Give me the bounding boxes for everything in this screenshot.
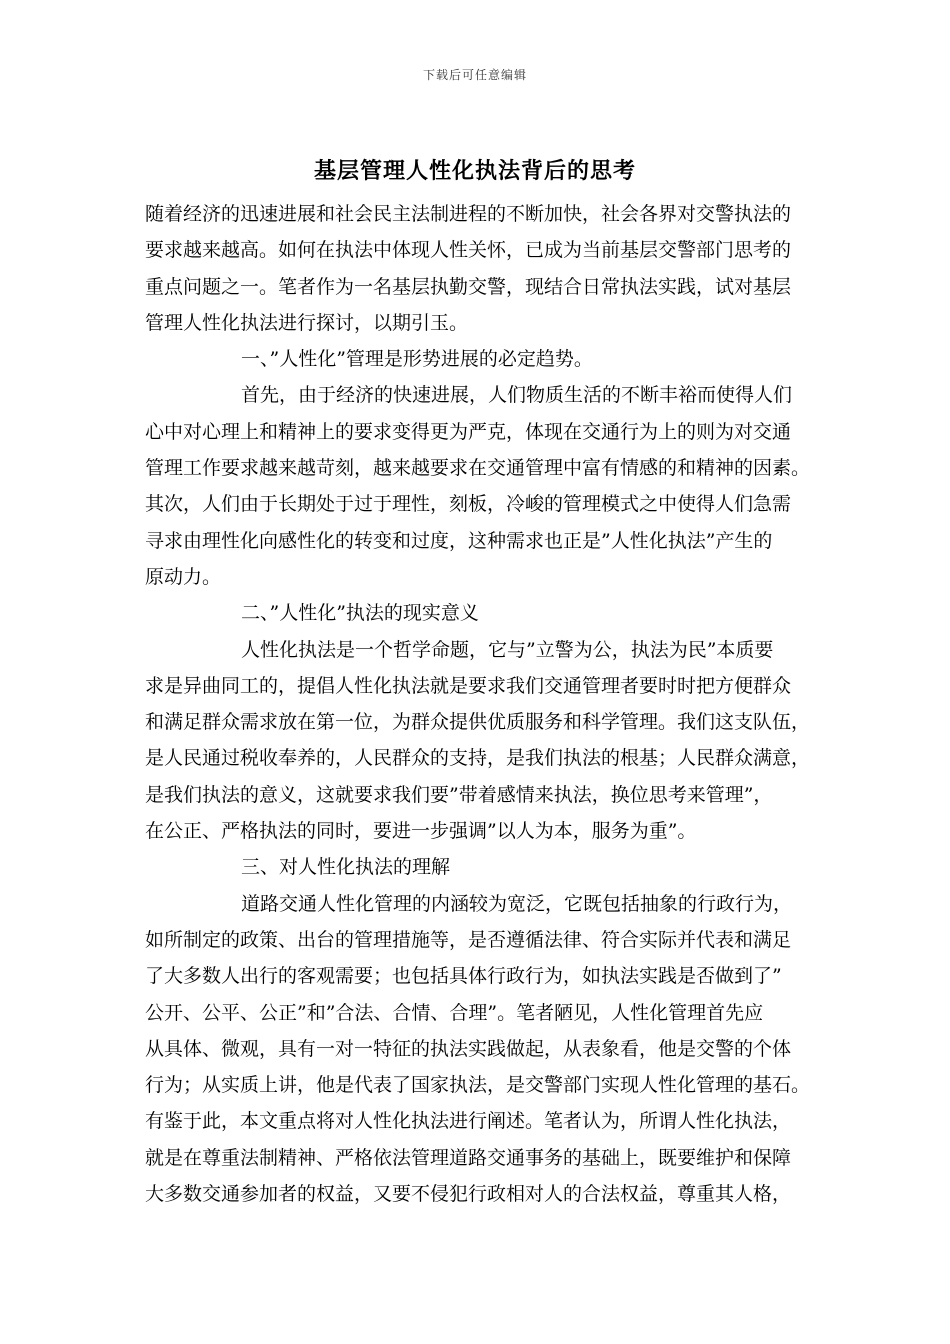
text-line: 一、”人性化”管理是形势进展的必定趋势。 <box>241 348 593 371</box>
text-line: 要求越来越高。如何在执法中体现人性关怀，已成为当前基层交警部门思考的 <box>145 239 792 262</box>
text-line: 是我们执法的意义，这就要求我们要”带着感情来执法，换位思考来管理”， <box>145 783 773 806</box>
text-line: 二、”人性化”执法的现实意义 <box>241 602 479 625</box>
text-line: 重点问题之一。笔者作为一名基层执勤交警，现结合日常执法实践，试对基层 <box>145 275 792 298</box>
text-line: 是人民通过税收奉养的，人民群众的支持，是我们执法的根基；人民群众满意， <box>145 747 811 770</box>
text-line: 了大多数人出行的客观需要；也包括具体行政行为，如执法实践是否做到了” <box>145 965 782 988</box>
text-line: 从具体、微观，具有一对一特征的执法实践做起，从表象看，他是交警的个体 <box>145 1037 792 1060</box>
text-line: 在公正、严格执法的同时，要进一步强调”以人为本，服务为重”。 <box>145 820 697 843</box>
text-line: 随着经济的迅速进展和社会民主法制进程的不断加快，社会各界对交警执法的 <box>145 203 792 225</box>
text-line: 心中对心理上和精神上的要求变得更为严克，体现在交通行为上的则为对交通 <box>145 420 792 443</box>
text-line: 原动力。 <box>145 565 222 588</box>
text-line: 求是异曲同工的，提倡人性化执法就是要求我们交通管理者要时时把方便群众 <box>145 674 792 697</box>
text-line: 寻求由理性化向感性化的转变和过度，这种需求也正是”人性化执法”产生的 <box>145 529 773 552</box>
text-line: 行为；从实质上讲，他是代表了国家执法，是交警部门实现人性化管理的基石。 <box>145 1074 811 1097</box>
text-line: 大多数交通参加者的权益，又要不侵犯行政相对人的合法权益，尊重其人格， <box>145 1183 792 1206</box>
text-line: 公开、公平、公正”和”合法、合情、合理”。笔者陋见，人性化管理首先应 <box>145 1001 764 1024</box>
text-line: 其次，人们由于长期处于过于理性，刻板，冷峻的管理模式之中使得人们急需 <box>145 493 792 516</box>
text-line: 道路交通人性化管理的内涵较为宽泛，它既包括抽象的行政行为， <box>241 892 793 915</box>
document-title: 基层管理人性化执法背后的思考 <box>313 158 636 184</box>
body-text <box>145 196 820 1212</box>
text-line: 就是在尊重法制精神、严格依法管理道路交通事务的基础上，既要维护和保障 <box>145 1146 792 1169</box>
text-line: 和满足群众需求放在第一位，为群众提供优质服务和科学管理。我们这支队伍， <box>145 711 811 734</box>
text-line: 首先，由于经济的快速进展，人们物质生活的不断丰裕而使得人们 <box>241 384 793 407</box>
text-line: 管理人性化执法进行探讨，以期引玉。 <box>145 311 469 334</box>
text-line: 如所制定的政策、出台的管理措施等，是否遵循法律、符合实际并代表和满足 <box>145 928 792 951</box>
header-note: 下载后可任意编辑 <box>422 68 527 82</box>
text-line: 有鉴于此，本文重点将对人性化执法进行阐述。笔者认为，所谓人性化执法， <box>145 1110 792 1133</box>
text-line: 人性化执法是一个哲学命题，它与”立警为公，执法为民”本质要 <box>241 638 774 661</box>
text-line: 管理工作要求越来越苛刻，越来越要求在交通管理中富有情感的和精神的因素。 <box>145 457 811 480</box>
text-line: 三、对人性化执法的理解 <box>241 856 451 879</box>
